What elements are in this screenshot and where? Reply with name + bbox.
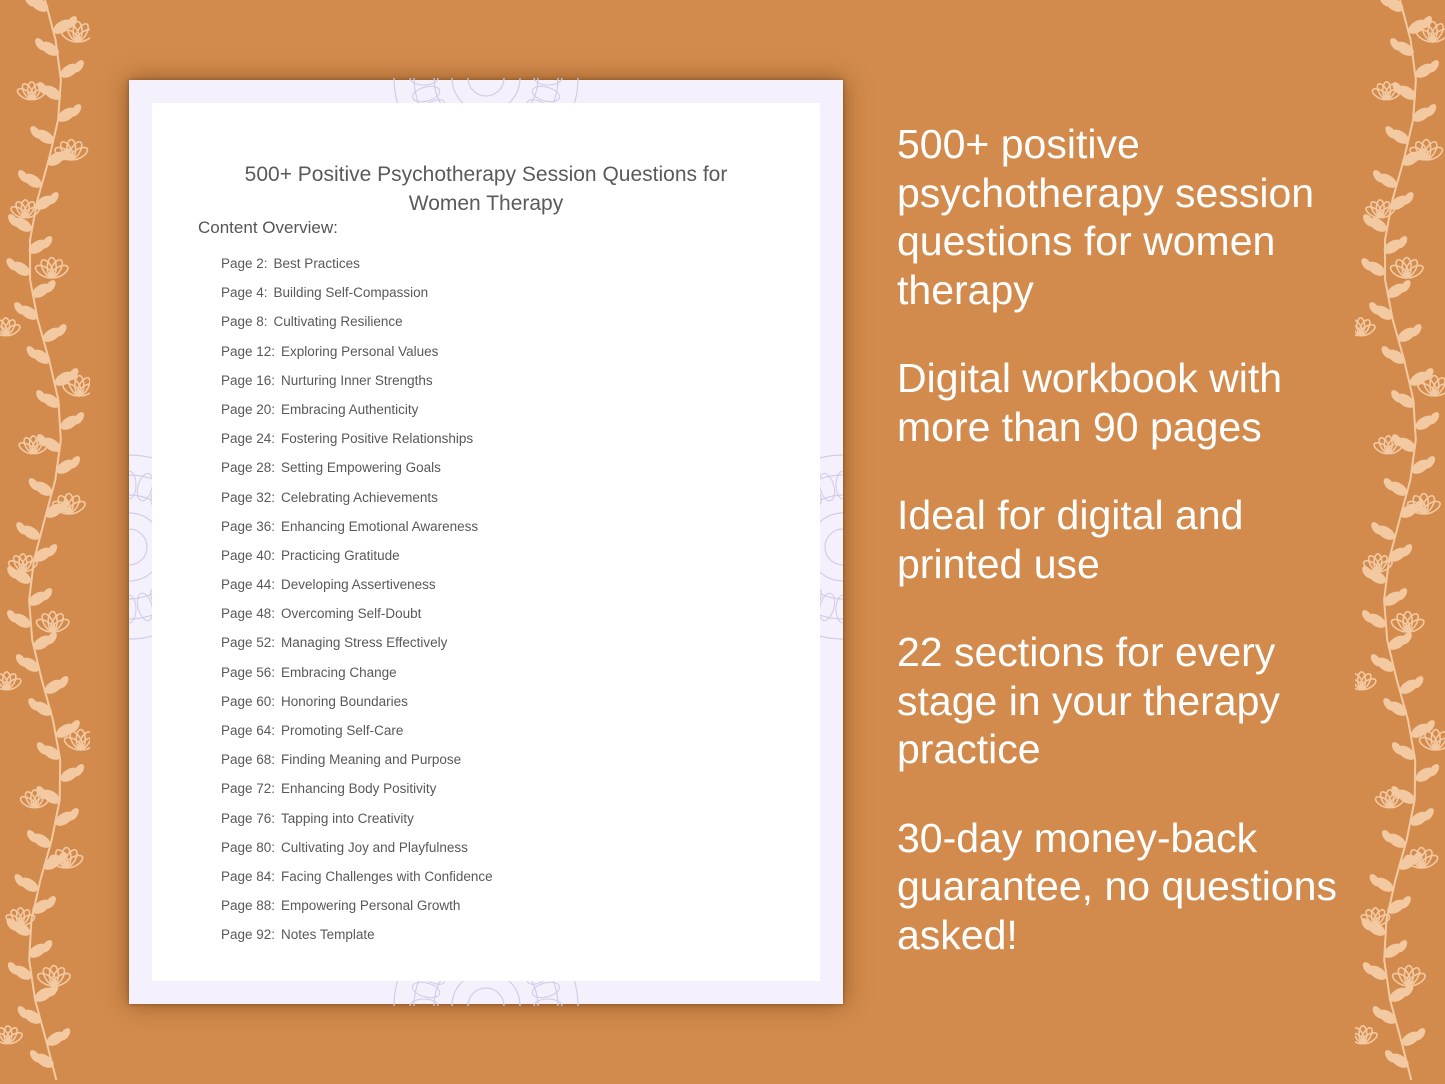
toc-page-number: Page 40: (221, 547, 276, 563)
mandala-icon (819, 452, 843, 642)
toc-page-number: Page 4: (221, 285, 268, 301)
toc-item (221, 632, 493, 661)
toc-item (221, 311, 493, 340)
feature-item: 22 sections for every stage in your therapy practice (897, 629, 1280, 772)
toc-item (221, 808, 493, 837)
toc-section-title: Managing Stress Effectively (281, 635, 448, 651)
toc-section-title: Overcoming Self-Doubt (281, 606, 422, 622)
floral-vine-right (1355, 0, 1445, 1084)
mandala-icon (381, 980, 591, 1006)
toc-section-title: Practicing Gratitude (281, 547, 400, 563)
toc-section-title: Nurturing Inner Strengths (281, 372, 433, 388)
toc-item (221, 603, 493, 632)
toc-page-number: Page 80: (221, 839, 276, 855)
toc-page-number: Page 88: (221, 898, 276, 914)
document-title (152, 160, 820, 218)
toc-item (221, 253, 493, 282)
toc-item (221, 428, 493, 457)
toc-item (221, 662, 493, 691)
toc-page-number: Page 20: (221, 401, 276, 417)
feature-item: 500+ positive psychotherapy session questions for women therapy (897, 121, 1315, 313)
feature-item: Ideal for digital and printed use (897, 492, 1244, 587)
toc-section-title: Celebrating Achievements (281, 489, 438, 505)
toc-item (221, 924, 493, 953)
feature-item: 30-day money-back guarantee, no questions asked! (897, 814, 1337, 958)
toc-section-title: Promoting Self-Care (281, 723, 404, 738)
toc-section-title: Developing Assertiveness (281, 577, 436, 593)
mandala-icon (381, 78, 591, 104)
toc-section-title: Setting Empowering Goals (281, 460, 441, 476)
toc-section-title: Empowering Personal Growth (281, 898, 461, 914)
toc-page-number: Page 72: (221, 781, 276, 797)
toc-item (221, 370, 493, 399)
toc-page-number: Page 44: (221, 577, 276, 593)
toc-item (221, 457, 493, 486)
toc-page-number: Page 36: (221, 518, 276, 534)
feature-list (897, 120, 1367, 999)
toc-item (221, 487, 493, 516)
toc-page-number: Page 52: (221, 635, 276, 651)
toc-section-title: Embracing Authenticity (281, 401, 419, 417)
toc-item (221, 341, 493, 370)
document-content (152, 103, 820, 981)
toc-page-number: Page 32: (221, 489, 276, 505)
toc-section-title: Notes Template (281, 927, 375, 943)
toc-item (221, 720, 493, 749)
toc-item (221, 778, 493, 807)
toc-item (221, 516, 493, 545)
toc-page-number: Page 16: (221, 372, 276, 388)
toc-section-title: Cultivating Resilience (273, 314, 403, 330)
toc-page-number: Page 24: (221, 431, 276, 447)
toc-section-title: Cultivating Joy and Playfulness (281, 839, 468, 855)
toc-page-number: Page 64: (221, 723, 276, 738)
toc-section-title: Facing Challenges with Confidence (281, 868, 493, 884)
toc-page-number: Page 92: (221, 927, 276, 943)
mandala-icon (129, 452, 153, 642)
toc-page-number: Page 12: (221, 343, 276, 359)
toc-item (221, 282, 493, 311)
toc-item (221, 837, 493, 866)
toc-section-title: Enhancing Emotional Awareness (281, 518, 479, 534)
toc-item (221, 399, 493, 428)
document-preview (129, 80, 843, 1004)
toc-item (221, 866, 493, 895)
toc-page-number: Page 8: (221, 314, 268, 330)
toc-section-title: Finding Meaning and Purpose (281, 752, 462, 768)
toc-page-number: Page 68: (221, 752, 276, 768)
floral-vine-left (0, 0, 90, 1084)
toc-item (221, 749, 493, 778)
toc-section-title: Enhancing Body Positivity (281, 781, 437, 797)
toc-section-title: Exploring Personal Values (281, 343, 439, 359)
content-overview-heading: Content Overview: (198, 218, 338, 237)
toc-page-number: Page 28: (221, 460, 276, 476)
toc-page-number: Page 76: (221, 810, 276, 826)
toc-section-title: Honoring Boundaries (281, 693, 408, 709)
feature-item: Digital workbook with more than 90 pages (897, 355, 1283, 450)
table-of-contents (221, 253, 493, 954)
document-title-line: 500+ Positive Psychotherapy Session Questions for (244, 163, 728, 186)
toc-item (221, 545, 493, 574)
toc-item (221, 574, 493, 603)
toc-page-number: Page 60: (221, 693, 276, 709)
toc-section-title: Embracing Change (281, 664, 397, 680)
toc-section-title: Best Practices (273, 256, 360, 271)
toc-item (221, 895, 493, 924)
toc-item (221, 691, 493, 720)
toc-page-number: Page 48: (221, 606, 276, 622)
toc-section-title: Tapping into Creativity (281, 810, 414, 826)
toc-page-number: Page 84: (221, 868, 276, 884)
toc-section-title: Building Self-Compassion (273, 285, 429, 301)
toc-page-number: Page 56: (221, 664, 276, 680)
toc-page-number: Page 2: (221, 256, 268, 271)
toc-section-title: Fostering Positive Relationships (281, 431, 474, 447)
document-title-line: Women Therapy (408, 192, 564, 215)
